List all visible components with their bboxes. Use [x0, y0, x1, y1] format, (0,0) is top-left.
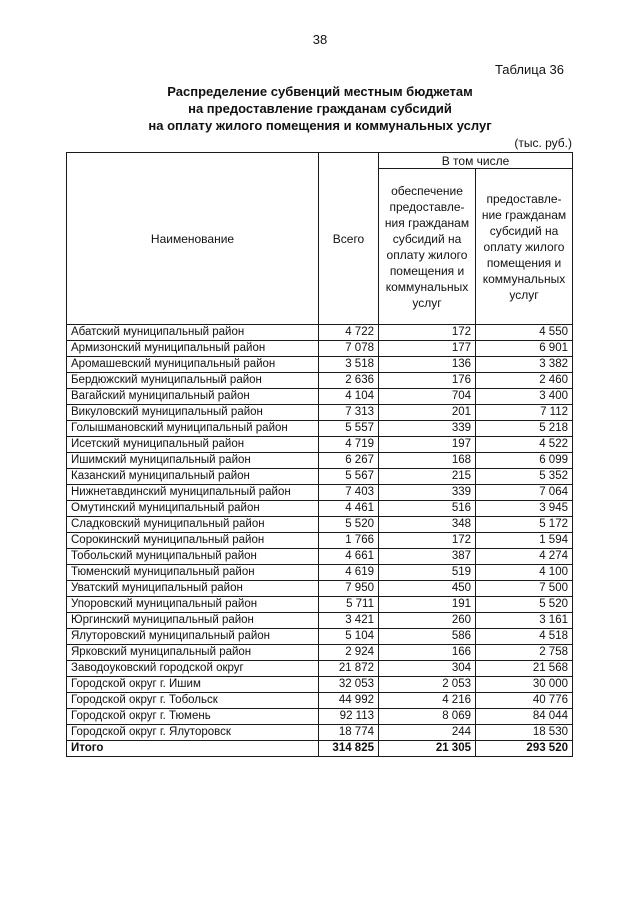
row-col-a: 2 053: [379, 677, 476, 693]
row-col-a: 339: [379, 421, 476, 437]
row-col-a: 519: [379, 565, 476, 581]
row-col-b: 4 522: [476, 437, 573, 453]
table-row: [67, 613, 573, 629]
row-col-b: 3 382: [476, 357, 573, 373]
row-col-a: 387: [379, 549, 476, 565]
table-row: [67, 725, 573, 741]
row-col-b: 84 044: [476, 709, 573, 725]
row-name: Аромашевский муниципальный район: [67, 357, 319, 373]
table-row: [67, 693, 573, 709]
row-name: Ишимский муниципальный район: [67, 453, 319, 469]
table-row: [67, 629, 573, 645]
table-row: [67, 325, 573, 341]
row-col-b: 7 112: [476, 405, 573, 421]
row-col-b: 1 594: [476, 533, 573, 549]
row-col-b: 7 500: [476, 581, 573, 597]
row-col-a: 172: [379, 533, 476, 549]
row-total: 4 461: [319, 501, 379, 517]
row-col-a: 704: [379, 389, 476, 405]
row-total: 1 766: [319, 533, 379, 549]
row-name: Городской округ г. Тобольск: [67, 693, 319, 709]
row-name: Уватский муниципальный район: [67, 581, 319, 597]
table-row: [67, 421, 573, 437]
total-col-b: 293 520: [476, 741, 573, 757]
row-col-b: 3 400: [476, 389, 573, 405]
total-name: Итого: [67, 741, 319, 757]
header-col-a: обеспечение предоставле-ния гражданам субсидий на оплату жилого помещения и коммунальных услуг: [379, 169, 476, 325]
row-col-a: 191: [379, 597, 476, 613]
table-row: [67, 677, 573, 693]
row-name: Городской округ г. Ишим: [67, 677, 319, 693]
header-name: Наименование: [67, 153, 319, 325]
row-col-b: 2 758: [476, 645, 573, 661]
row-total: 21 872: [319, 661, 379, 677]
row-col-b: 4 550: [476, 325, 573, 341]
row-col-b: 21 568: [476, 661, 573, 677]
total-row: [67, 741, 573, 757]
row-col-b: 3 945: [476, 501, 573, 517]
table-row: [67, 645, 573, 661]
row-col-a: 450: [379, 581, 476, 597]
table-row: [67, 517, 573, 533]
row-col-b: 4 100: [476, 565, 573, 581]
table-row: [67, 709, 573, 725]
units-label: (тыс. руб.): [514, 136, 572, 150]
row-name: Тобольский муниципальный район: [67, 549, 319, 565]
table-row: [67, 565, 573, 581]
table-row: [67, 597, 573, 613]
row-col-a: 348: [379, 517, 476, 533]
document-title: [0, 83, 640, 134]
row-col-b: 6 099: [476, 453, 573, 469]
header-col-b: предоставле-ние гражданам субсидий на оплату жилого помещения и коммунальных услуг: [476, 169, 573, 325]
row-total: 92 113: [319, 709, 379, 725]
table-row: [67, 373, 573, 389]
row-total: 32 053: [319, 677, 379, 693]
row-col-a: 197: [379, 437, 476, 453]
table-row: [67, 485, 573, 501]
row-name: Сорокинский муниципальный район: [67, 533, 319, 549]
row-name: Исетский муниципальный район: [67, 437, 319, 453]
title-line: Распределение субвенций местным бюджетам: [167, 84, 473, 99]
table-row: [67, 437, 573, 453]
table-row: [67, 533, 573, 549]
row-name: Омутинский муниципальный район: [67, 501, 319, 517]
table-row: [67, 501, 573, 517]
row-name: Вагайский муниципальный район: [67, 389, 319, 405]
row-name: Городской округ г. Ялуторовск: [67, 725, 319, 741]
row-col-b: 4 518: [476, 629, 573, 645]
table-row: [67, 549, 573, 565]
row-col-a: 172: [379, 325, 476, 341]
row-total: 4 104: [319, 389, 379, 405]
header-including: В том числе: [379, 153, 573, 169]
row-name: Упоровский муниципальный район: [67, 597, 319, 613]
row-total: 5 520: [319, 517, 379, 533]
title-line: на предоставление гражданам субсидий: [188, 101, 452, 116]
row-name: Армизонский муниципальный район: [67, 341, 319, 357]
row-name: Бердюжский муниципальный район: [67, 373, 319, 389]
row-total: 2 636: [319, 373, 379, 389]
row-name: Абатский муниципальный район: [67, 325, 319, 341]
row-col-a: 176: [379, 373, 476, 389]
row-name: Ялуторовский муниципальный район: [67, 629, 319, 645]
row-name: Заводоуковский городской округ: [67, 661, 319, 677]
row-total: 4 619: [319, 565, 379, 581]
table-header: [67, 153, 573, 325]
row-col-b: 7 064: [476, 485, 573, 501]
row-total: 5 711: [319, 597, 379, 613]
subvention-table: [66, 152, 573, 757]
row-col-b: 5 352: [476, 469, 573, 485]
row-col-a: 4 216: [379, 693, 476, 709]
table-body: [67, 325, 573, 757]
row-total: 6 267: [319, 453, 379, 469]
row-name: Казанский муниципальный район: [67, 469, 319, 485]
total-col-a: 21 305: [379, 741, 476, 757]
row-col-a: 8 069: [379, 709, 476, 725]
title-line: на оплату жилого помещения и коммунальных услуг: [148, 118, 492, 133]
table-label: Таблица 36: [494, 62, 564, 77]
row-col-b: 30 000: [476, 677, 573, 693]
table-row: [67, 389, 573, 405]
row-col-b: 6 901: [476, 341, 573, 357]
row-col-b: 18 530: [476, 725, 573, 741]
row-col-a: 177: [379, 341, 476, 357]
row-total: 7 950: [319, 581, 379, 597]
row-col-a: 516: [379, 501, 476, 517]
row-total: 5 104: [319, 629, 379, 645]
row-col-a: 260: [379, 613, 476, 629]
row-name: Ярковский муниципальный район: [67, 645, 319, 661]
row-total: 5 567: [319, 469, 379, 485]
table-row: [67, 661, 573, 677]
row-col-a: 168: [379, 453, 476, 469]
table-row: [67, 469, 573, 485]
row-total: 3 518: [319, 357, 379, 373]
table-row: [67, 341, 573, 357]
row-col-b: 5 520: [476, 597, 573, 613]
row-total: 44 992: [319, 693, 379, 709]
page-number: 38: [312, 32, 328, 47]
row-total: 2 924: [319, 645, 379, 661]
row-total: 4 722: [319, 325, 379, 341]
row-col-a: 586: [379, 629, 476, 645]
row-total: 4 661: [319, 549, 379, 565]
row-total: 5 557: [319, 421, 379, 437]
row-total: 18 774: [319, 725, 379, 741]
row-col-a: 166: [379, 645, 476, 661]
row-total: 7 403: [319, 485, 379, 501]
row-col-b: 5 218: [476, 421, 573, 437]
row-total: 7 313: [319, 405, 379, 421]
row-col-a: 215: [379, 469, 476, 485]
row-name: Сладковский муниципальный район: [67, 517, 319, 533]
table-row: [67, 581, 573, 597]
row-col-a: 339: [379, 485, 476, 501]
row-name: Голышмановский муниципальный район: [67, 421, 319, 437]
row-name: Тюменский муниципальный район: [67, 565, 319, 581]
row-name: Викуловский муниципальный район: [67, 405, 319, 421]
row-name: Юргинский муниципальный район: [67, 613, 319, 629]
row-col-a: 244: [379, 725, 476, 741]
row-col-a: 304: [379, 661, 476, 677]
row-total: 7 078: [319, 341, 379, 357]
row-col-a: 136: [379, 357, 476, 373]
row-total: 4 719: [319, 437, 379, 453]
row-col-b: 4 274: [476, 549, 573, 565]
row-name: Нижнетавдинский муниципальный район: [67, 485, 319, 501]
row-col-b: 5 172: [476, 517, 573, 533]
row-col-b: 40 776: [476, 693, 573, 709]
row-col-b: 2 460: [476, 373, 573, 389]
table-row: [67, 453, 573, 469]
header-total: Всего: [319, 153, 379, 325]
row-name: Городской округ г. Тюмень: [67, 709, 319, 725]
row-col-b: 3 161: [476, 613, 573, 629]
table-row: [67, 357, 573, 373]
row-col-a: 201: [379, 405, 476, 421]
table-row: [67, 405, 573, 421]
row-total: 3 421: [319, 613, 379, 629]
total-sum: 314 825: [319, 741, 379, 757]
